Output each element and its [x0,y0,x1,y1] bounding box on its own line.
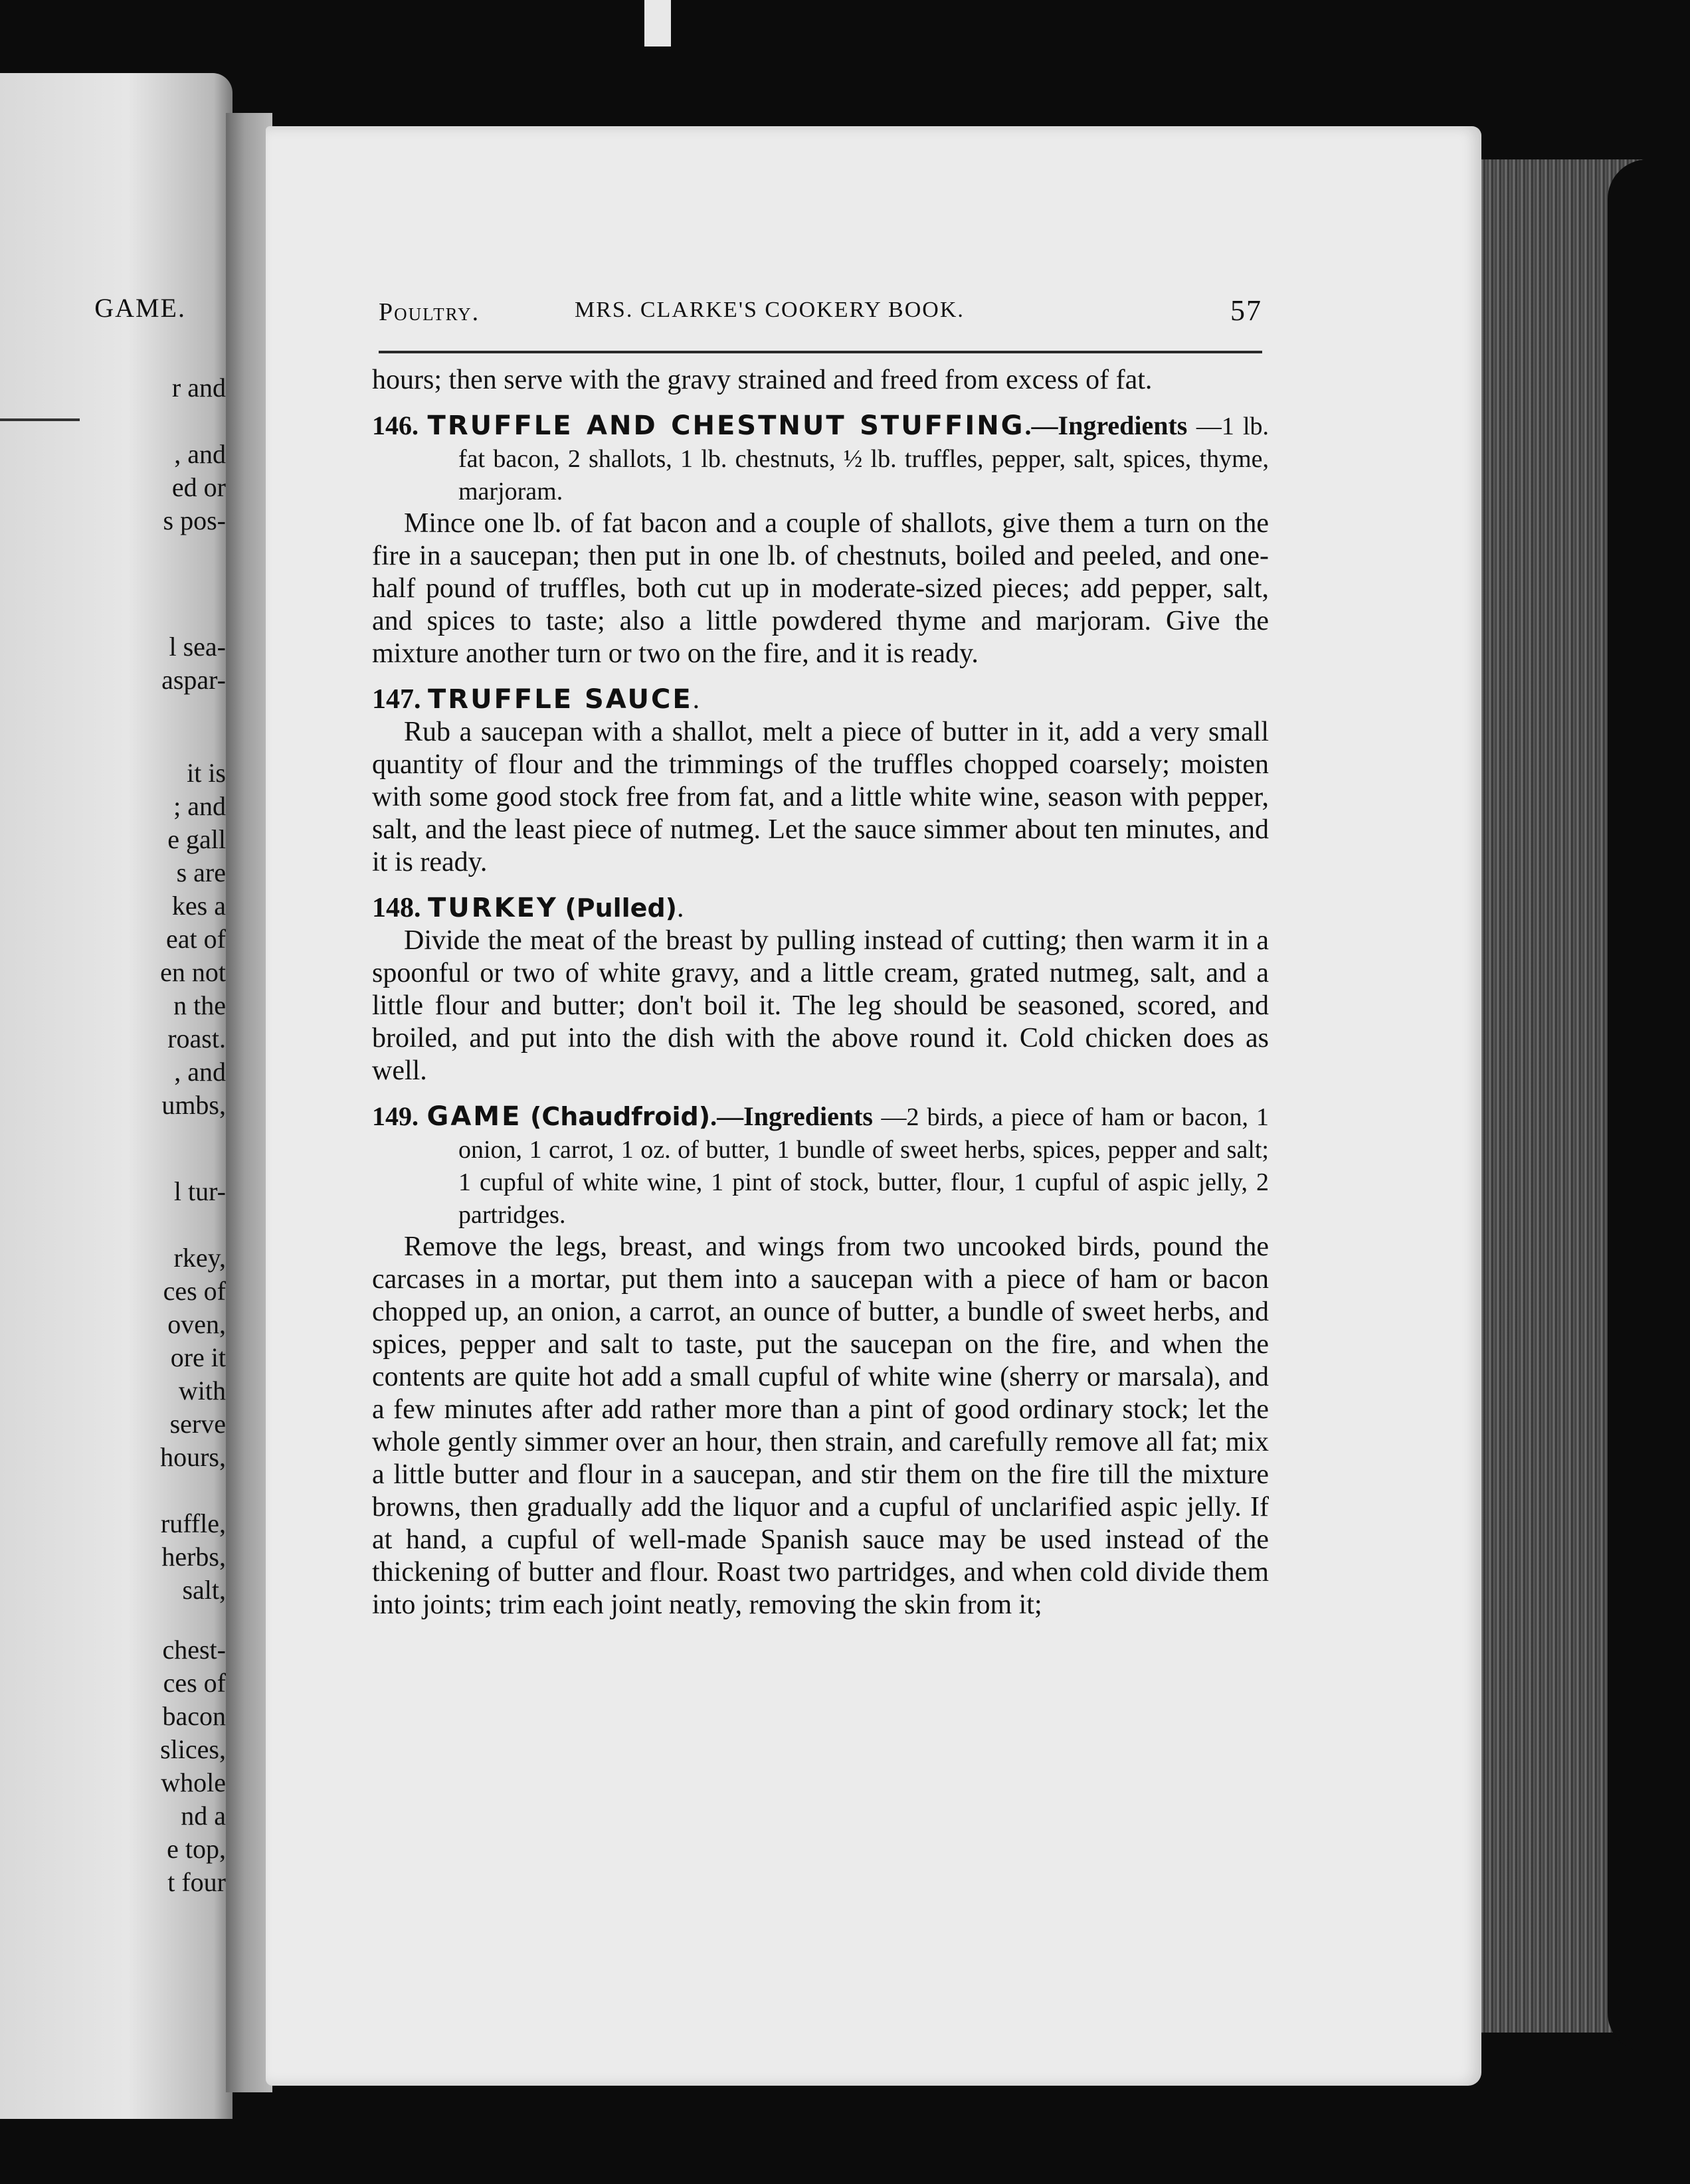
ingredients-list: —2 birds, a piece of ham or bacon, 1 onion, 1 carrot, 1 oz. of butter, 1 bundle of sweet herbs, spices, pepper and salt; 1 cupful of white wine, 1 pint of stock, butter, flour, 1 cupful of aspic jelly, 2 partridges. [458,1103,1269,1229]
recipe-number: 148. [372,893,421,923]
left-page-fragment: aspar- [161,665,226,695]
left-page-fragment: s are [176,858,226,887]
recipe-number: 146. [372,410,419,440]
left-page-fragment: herbs, [161,1542,226,1572]
left-page [0,73,233,2119]
left-page-fragment: bacon [162,1701,226,1731]
recipe-number: 149. [372,1101,419,1131]
left-page-fragment: l tur- [173,1176,226,1206]
left-page-fragment: ed or [171,472,226,502]
recipe-heading [372,1101,1269,1231]
left-page-fragment: it is [187,758,226,788]
recipe-subtitle: (Chaudfroid) [529,1102,711,1131]
book-title: MRS. CLARKE'S COOKERY BOOK. [575,298,965,322]
recipe-body: Rub a saucepan with a shallot, melt a piece of butter in it, add a very small quantity of flour and the trimmings of the truffles chopped coarsely; moisten with some good stock free from fat, and a little white wine, season with pepper, salt, and the least piece of nutmeg. Let the sauce simmer about ten minutes, and it is ready. [372,717,1269,877]
left-page-fragment: n the [173,990,226,1020]
left-page-fragment: , and [174,1057,226,1087]
left-page-fragment: hours, [160,1442,226,1472]
recipe-heading [372,683,1269,716]
left-page-fragment: ; and [173,791,226,821]
running-header [379,294,1262,337]
left-page-fragment: whole [161,1768,226,1797]
binding-edge [644,0,671,46]
page-content [372,364,1269,1629]
recipe-subtitle: (Pulled) [565,893,678,923]
left-page-fragment: umbs, [161,1090,226,1120]
recipe-146 [372,410,1269,670]
left-page-fragment: t four [167,1867,226,1897]
left-header-fragment: GAME. [94,293,186,323]
recipe-heading [372,892,1269,925]
left-page-fragment: ces of [163,1668,226,1698]
recipe-body: Remove the legs, breast, and wings from two uncooked birds, pound the carcases in a mortar, put them into a saucepan with a piece of ham or bacon chopped up, an onion, a carrot, an ounce of butter, a bundle of sweet herbs, and spices, pepper and salt to taste, put the saucepan on the fire, and when the contents are quite hot add a small cupful of white wine (sherry or marsala), and a few minutes after add rather more than a pint of good ordinary stock; let the whole gently simmer over an hour, then strain, and carefully remove all fat; mix a little butter and flour in a saucepan, and stir them on the fire till the mixture browns, then gradually add the liquor and a cupful of unclarified aspic jelly. If at hand, a cupful of well-made Spanish sauce may be used instead of the thickening of butter and flour. Roast two partridges, and when cold divide them into joints; trim each joint neatly, removing the skin from it; [372,1231,1269,1620]
left-page-fragment: rkey, [173,1243,226,1273]
recipe-number: 147. [372,684,421,715]
left-page-fragment: chest- [162,1635,226,1665]
recipe-body: Mince one lb. of fat bacon and a couple of shallots, give them a turn on the fire in a saucepan; then put in one lb. of chestnuts, boiled and peeled, and one-half pound of truffles, both cut up in moderate-sized pieces; add pepper, salt, and spices to taste; also a little powdered thyme and marjoram. Give the mixture another turn or two on the fire, and it is ready. [372,508,1269,669]
left-page-fragment: ces of [163,1276,226,1306]
left-page-fragment: nd a [181,1801,226,1831]
recipe-heading [372,410,1269,507]
left-page-fragment: salt, [182,1575,226,1605]
left-page-fragment: l sea- [169,632,226,662]
left-page-fragment: e top, [167,1834,226,1864]
left-page-fragment: serve [169,1409,226,1439]
ingredients-list: —1 lb. fat bacon, 2 shallots, 1 lb. chestnuts, ½ lb. truffles, pepper, salt, spices, thyme, marjoram. [458,412,1269,505]
header-rule [379,351,1262,353]
page-number: 57 [1230,294,1262,327]
left-page-fragment: r and [171,373,226,403]
left-page-fragment: e gall [167,824,226,854]
left-page-fragment: ruffle, [160,1508,226,1538]
recipe-body: Divide the meat of the breast by pulling instead of cutting; then warm it in a spoonful or two of white gravy, and a little cream, grated nutmeg, salt, and a little flour and butter; don't boil it. The leg should be seasoned, scored, and broiled, and put into the dish with the above round it. Cold chicken does as well. [372,925,1269,1086]
left-header-rule [0,418,80,421]
recipe-title: TRUFFLE SAUCE [428,684,693,715]
left-page-fragment: en not [160,957,226,987]
recipe-147 [372,683,1269,879]
section-title: Poultry. [379,298,480,326]
recipe-title: TURKEY [428,893,558,923]
left-page-fragment: ore it [170,1342,226,1372]
ingredients-label: .—Ingredients [1024,410,1188,440]
left-page-fragment: , and [174,439,226,469]
continuation-paragraph: hours; then serve with the gravy strained and freed from excess of fat. [372,365,1153,395]
left-page-fragment: kes a [171,891,226,921]
recipe-title: GAME [426,1101,522,1132]
heading-trail: . [692,684,700,715]
recipe-title: TRUFFLE AND CHESTNUT STUFFING [427,410,1025,441]
left-page-fragment: eat of [166,924,226,954]
left-page-fragment: with [178,1376,226,1406]
recipe-149 [372,1101,1269,1621]
left-page-fragment: roast. [167,1024,226,1053]
left-page-fragment: s pos- [163,505,226,535]
recipe-148 [372,892,1269,1087]
left-page-fragment: oven, [167,1309,226,1339]
heading-trail: . [677,893,684,923]
ingredients-label: .—Ingredients [710,1101,873,1131]
left-page-fragment: slices, [160,1734,226,1764]
